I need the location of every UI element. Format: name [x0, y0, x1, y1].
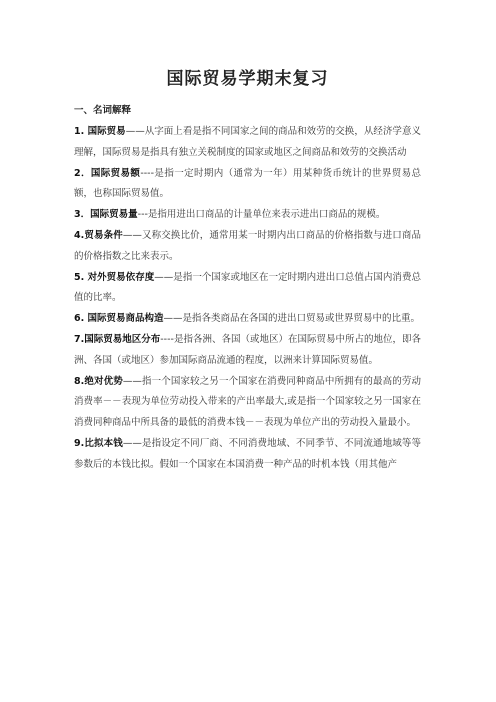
- entry-definition: ——又称交换比价，通常用某一时期内出口商品的价格指数与进口商品的价格指数之比来表示。: [74, 229, 421, 262]
- entry-term: 国际贸易地区分布: [84, 333, 161, 345]
- entry-number: 2．: [74, 167, 91, 179]
- definition-entry: [74, 330, 421, 372]
- entry-number: 1.: [74, 126, 88, 137]
- entry-term: 国际贸易量: [90, 209, 138, 221]
- definition-entry: [74, 268, 421, 310]
- entry-number: 4.: [74, 229, 85, 241]
- entry-term: 贸易条件: [84, 229, 123, 241]
- entry-term: 绝对优势: [84, 375, 123, 387]
- entry-definition: ——是指设定不同厂商、不同消费地域、不同季节、不同流通地域等等参数后的本钱比拟。假如一个国家在本国消费一种产品的时机本钱（用其他产: [74, 437, 421, 470]
- entry-definition: ——从字面上看是指不同国家之间的商品和效劳的交换，从经济学意义理解，国际贸易是指具有独立关税制度的国家或地区之间商品和效劳的交换活动: [74, 126, 421, 158]
- definition-entry: [74, 372, 421, 434]
- entry-number: 6.: [74, 313, 88, 325]
- entry-term: 对外贸易依存度: [87, 271, 155, 283]
- entry-definition: ----是指各洲、各国（或地区）在国际贸易中所占的地位，即各洲、各国（或地区）参加国际商品流通的程度，以洲来计算国际贸易值。: [74, 333, 421, 366]
- definition-list: [74, 122, 421, 476]
- definition-entry: [74, 164, 421, 206]
- entry-term: 比拟本钱: [84, 437, 123, 449]
- entry-definition: ——指一个国家较之另一个国家在消费同种商品中所拥有的最高的劳动消费率－－表现为单位劳动投入带来的产出率最大,或是指一个国家较之另一国家在消费同种商品中所具备的最低的消费本钱－－表现为单位产出的劳动投入量最小。: [74, 375, 421, 429]
- entry-number: 7.: [74, 333, 85, 345]
- entry-number: 3．: [74, 209, 91, 221]
- entry-definition: ----是指一定时期内（通常为一年）用某种货币统计的世界贸易总额，也称国际贸易值。: [74, 167, 421, 200]
- definition-entry: [74, 309, 421, 330]
- entry-definition: ---是指用进出口商品的计量单位来表示进出口商品的规模。: [137, 209, 386, 221]
- entry-term: 国际贸易额: [90, 167, 141, 179]
- definition-entry: [74, 122, 421, 164]
- entry-term: 国际贸易: [87, 126, 126, 137]
- definition-entry: [74, 434, 421, 476]
- entry-definition: ——是指各类商品在各国的进出口贸易或世界贸易中的比重。: [163, 313, 421, 325]
- document-title: 国际贸易学期末复习: [166, 69, 329, 89]
- entry-number: 9.: [74, 437, 85, 449]
- entry-term: 国际贸易商品构造: [87, 313, 164, 325]
- entry-definition: ——是指一个国家或地区在一定时期内进出口总值占国内消费总值的比率。: [74, 271, 421, 304]
- definition-entry: [74, 226, 421, 268]
- entry-number: 5.: [74, 271, 88, 283]
- definition-entry: [74, 205, 421, 226]
- entry-number: 8.: [74, 375, 85, 387]
- section-heading: 一、名词解释: [74, 105, 132, 116]
